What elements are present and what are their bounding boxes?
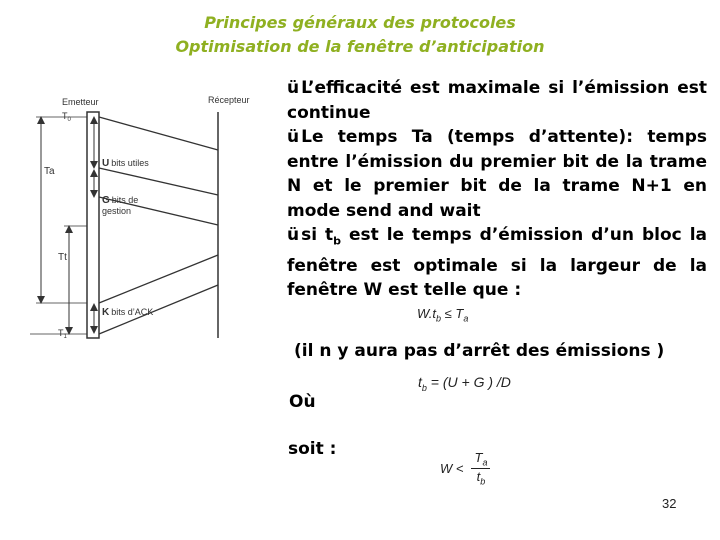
frame-line-u-start xyxy=(99,117,218,150)
check-icon: ü xyxy=(287,225,300,245)
check-icon: ü xyxy=(287,127,300,147)
bullet-list xyxy=(287,76,707,303)
k-label: K bits d’ACK xyxy=(102,307,154,318)
t1-label: $T_1$ xyxy=(58,328,67,340)
g-label-line2: gestion xyxy=(102,206,132,216)
ack-line-start xyxy=(99,255,218,303)
bullet-wait-time: ü Le temps Ta (temps d’attente): temps entre l’émission du premier bit de la trame N et le premier bit de la trame N+1 en mode send and wait xyxy=(287,127,707,221)
timing-diagram xyxy=(28,90,278,350)
formula-w-result: W < $T_a$ $t_b$ xyxy=(440,450,490,486)
page-number: 32 xyxy=(662,496,677,511)
frame-line-u-end xyxy=(99,168,218,195)
bullet-window-size: ü si $t_b$ est le temps d’émission d’un bloc la fenêtre est optimale si la largeur de la fenêtre W est telle que : xyxy=(287,225,707,301)
where-label: Où xyxy=(289,392,316,412)
note-no-stop: (il n y aura pas d’arrêt des émissions ) xyxy=(294,341,665,361)
emitter-timeline xyxy=(87,112,99,338)
t0-label: $T_0$ xyxy=(62,111,71,123)
check-icon: ü xyxy=(287,78,300,98)
slide-title-line1: Principes généraux des protocoles xyxy=(204,13,516,32)
receiver-label: Récepteur xyxy=(208,95,250,105)
fraction: $T_a$ $t_b$ xyxy=(471,450,490,486)
thus-label: soit : xyxy=(288,439,337,459)
g-label: G bits de xyxy=(102,195,139,206)
bullet-efficiency: ü L’efficacité est maximale si l’émission est continue xyxy=(287,78,707,123)
tt-label: Tt xyxy=(58,252,67,263)
formula-window-condition: $W.t_b \le T_a$ xyxy=(417,306,469,324)
slide-title-line2: Optimisation de la fenêtre d’anticipation xyxy=(175,37,545,56)
formula-tb: $t_b = (U + G$ ) /D xyxy=(418,374,511,393)
emitter-label: Emetteur xyxy=(62,97,99,107)
ta-label: Ta xyxy=(44,166,55,177)
u-label: U bits utiles xyxy=(102,158,149,169)
